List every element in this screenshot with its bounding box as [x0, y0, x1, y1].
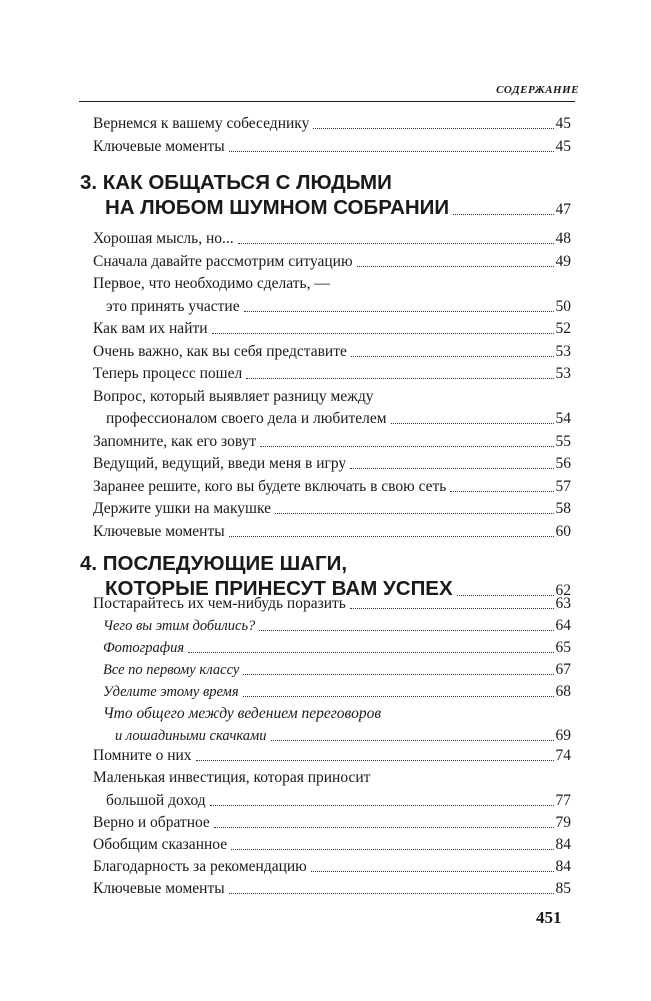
toc-entry-title: Вернемся к вашему собеседнику [93, 115, 310, 132]
toc-entry[interactable] [93, 318, 571, 339]
leader-dots [212, 333, 554, 334]
toc-entry-page: 57 [555, 478, 571, 495]
header-rule [79, 101, 575, 102]
toc-entry-title: Уделите этому время [103, 684, 239, 700]
leader-dots [357, 266, 554, 267]
toc-entry-page: 69 [555, 727, 571, 744]
toc-entry-page: 85 [555, 880, 571, 897]
toc-entry-title: Постарайтесь их чем-нибудь поразить [93, 595, 346, 612]
chapter-page: 62 [555, 582, 571, 599]
chapter-title: 3. КАК ОБЩАТЬСЯ С ЛЮДЬМИ [80, 171, 392, 194]
leader-dots [243, 696, 554, 697]
toc-entry[interactable] [93, 745, 571, 766]
chapter3-heading-line2[interactable] [105, 193, 571, 223]
toc-entry[interactable] [93, 113, 571, 134]
toc-entry-page: 56 [555, 455, 571, 472]
toc-entry-page: 49 [555, 253, 571, 270]
toc-entry-page: 55 [555, 433, 571, 450]
chapter-title: НА ЛЮБОМ ШУМНОМ СОБРАНИИ [105, 196, 450, 219]
leader-dots [260, 446, 553, 447]
leader-dots [391, 423, 554, 424]
toc-subentry[interactable] [93, 659, 571, 680]
toc-entry-title: Чего вы этим добились? [103, 618, 256, 634]
leader-dots [229, 893, 554, 894]
leader-dots [259, 630, 553, 631]
leader-dots [350, 608, 554, 609]
toc-entry-title: Фотография [103, 640, 185, 656]
toc-entry-title: Обобщим сказанное [93, 836, 228, 853]
toc-entry-page: 64 [555, 617, 571, 634]
toc-entry-page: 53 [555, 343, 571, 360]
leader-dots [450, 491, 553, 492]
toc-entry-title: Заранее решите, кого вы будете включать в свою сеть [93, 478, 447, 495]
toc-entry-title: Хорошая мысль, но... [93, 230, 234, 247]
toc-entry[interactable] [93, 834, 571, 855]
toc-entry-page: 79 [555, 814, 571, 831]
toc-entry-title: Ведущий, ведущий, введи меня в игру [93, 455, 347, 472]
page-number: 451 [536, 908, 562, 927]
toc-entry-title: Как вам их найти [93, 320, 208, 337]
toc-entry-page: 52 [555, 320, 571, 337]
toc-entry-title-line1: Маленькая инвестиция, которая приносит [93, 769, 371, 786]
toc-entry[interactable] [93, 363, 571, 384]
toc-entry[interactable] [93, 136, 571, 157]
toc-entry[interactable] [93, 228, 571, 249]
toc-subentry-title-line1: Что общего между ведением переговоров [103, 705, 382, 722]
leader-dots [214, 827, 554, 828]
toc-subentry[interactable] [93, 681, 571, 702]
leader-dots [196, 760, 554, 761]
toc-entry-page: 84 [555, 836, 571, 853]
toc-subentry[interactable] [93, 725, 571, 746]
leader-dots [210, 805, 554, 806]
toc-entry-page: 68 [555, 683, 571, 700]
toc-entry[interactable] [93, 878, 571, 899]
toc-entry-title: Ключевые моменты [93, 880, 225, 897]
leader-dots [238, 243, 554, 244]
toc-entry-page: 53 [555, 365, 571, 382]
toc-entry-page: 77 [555, 792, 571, 809]
toc-entry-title: профессионалом своего дела и любителем [106, 410, 387, 427]
toc-entry-title-line1: Первое, что необходимо сделать, — [93, 275, 330, 292]
toc-entry-title: Верно и обратное [93, 814, 210, 831]
toc-entry-title: Очень важно, как вы себя представите [93, 343, 347, 360]
toc-entry[interactable] [93, 251, 571, 272]
toc-entry-page: 58 [555, 500, 571, 517]
toc-entry-title: Запомните, как его зовут [93, 433, 257, 450]
leader-dots [275, 513, 554, 514]
toc-entry-title: Ключевые моменты [93, 138, 225, 155]
toc-entry-page: 45 [555, 115, 571, 132]
leader-dots [229, 536, 554, 537]
toc-entry-title: это принять участие [106, 298, 240, 315]
toc-subentry[interactable] [93, 637, 571, 658]
toc-entry-title: Помните о них [93, 747, 192, 764]
leader-dots [351, 356, 554, 357]
chapter-page: 47 [555, 201, 571, 218]
leader-dots [246, 378, 553, 379]
toc-entry[interactable] [93, 790, 571, 811]
toc-entry-page: 50 [555, 298, 571, 315]
toc-entry-page: 67 [555, 661, 571, 678]
leader-dots [311, 871, 554, 872]
leader-dots [231, 849, 553, 850]
chapter-title: КОТОРЫЕ ПРИНЕСУТ ВАМ УСПЕХ [105, 577, 453, 600]
toc-entry[interactable] [93, 453, 571, 474]
toc-entry[interactable] [93, 476, 571, 497]
toc-entry-title: Держите ушки на макушке [93, 500, 271, 517]
toc-entry-page: 63 [555, 595, 571, 612]
toc-entry-page: 45 [555, 138, 571, 155]
toc-entry-title: Ключевые моменты [93, 523, 225, 540]
leader-dots [244, 311, 554, 312]
toc-entry-page: 65 [555, 639, 571, 656]
toc-entry[interactable] [93, 408, 571, 429]
toc-entry-title: и лошадиными скачками [115, 728, 267, 744]
toc-entry[interactable] [93, 856, 571, 877]
leader-dots [243, 674, 553, 675]
toc-entry-page: 48 [555, 230, 571, 247]
toc-entry-page: 74 [555, 747, 571, 764]
leader-dots [229, 151, 554, 152]
leader-dots [271, 740, 554, 741]
toc-entry-title: Сначала давайте рассмотрим ситуацию [93, 253, 353, 270]
toc-entry-page: 60 [555, 523, 571, 540]
toc-entry-title: Все по первому классу [103, 662, 240, 678]
running-head: СОДЕРЖАНИЕ [496, 84, 579, 96]
leader-dots [313, 128, 553, 129]
toc-entry[interactable] [93, 498, 571, 519]
leader-dots [453, 214, 553, 215]
leader-dots [350, 468, 553, 469]
toc-entry[interactable] [93, 431, 571, 452]
toc-entry-title: большой доход [106, 792, 206, 809]
toc-entry[interactable] [93, 812, 571, 833]
toc-entry[interactable] [93, 341, 571, 362]
toc-entry[interactable] [93, 593, 571, 614]
chapter-title: 4. ПОСЛЕДУЮЩИЕ ШАГИ, [80, 552, 348, 575]
toc-entry[interactable] [93, 521, 571, 542]
toc-entry-page: 54 [555, 410, 571, 427]
toc-subentry[interactable] [93, 615, 571, 636]
toc-entry[interactable] [93, 296, 571, 317]
leader-dots [188, 652, 553, 653]
toc-entry-page: 84 [555, 858, 571, 875]
toc-entry-title: Благодарность за рекомендацию [93, 858, 307, 875]
toc-entry-title-line1: Вопрос, который выявляет разницу между [93, 388, 374, 405]
toc-entry-title: Теперь процесс пошел [93, 365, 243, 382]
